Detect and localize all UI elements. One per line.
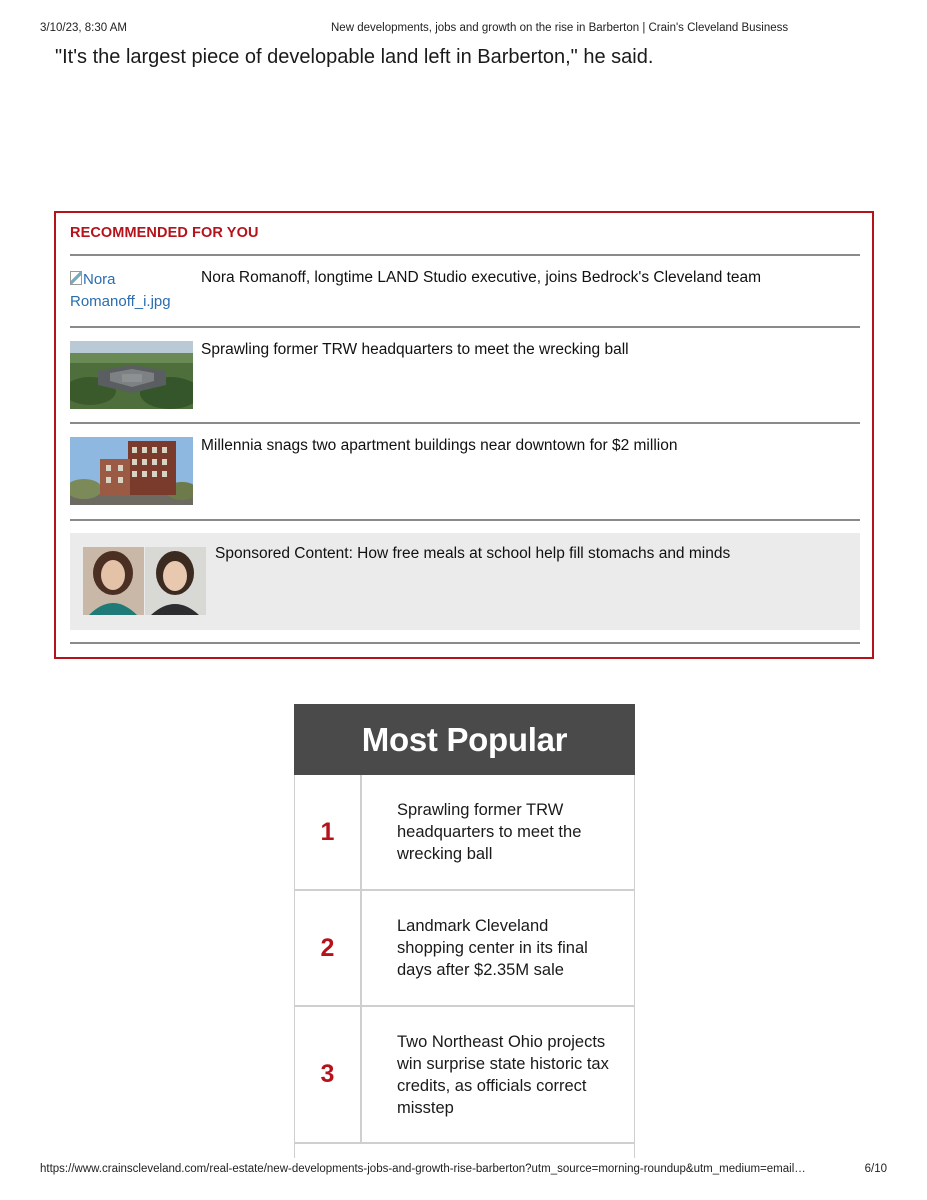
popular-rank: 2 (295, 891, 362, 1005)
recommended-item-trw-headquarters[interactable] (70, 341, 860, 409)
divider (70, 254, 860, 256)
recommended-for-you-box (54, 211, 874, 659)
broken-image-placeholder (70, 269, 193, 313)
popular-title[interactable]: Two Northeast Ohio projects win surprise state historic tax credits, as officials correct misstep (397, 1032, 609, 1117)
recommended-item-millennia-apartments[interactable] (70, 437, 860, 505)
page-number: 6/10 (864, 1163, 887, 1175)
print-header (40, 22, 887, 38)
sponsored-headline[interactable]: Sponsored Content: How free meals at school help fill stomachs and minds (215, 545, 731, 562)
print-url: https://www.crainscleveland.com/real-estate/new-developments-jobs-and-growth-rise-barberton?utm_source=morning-roundup&utm_medium=email… (40, 1163, 806, 1175)
divider (70, 422, 860, 424)
sponsored-content-item[interactable] (70, 533, 860, 630)
recommended-headline[interactable]: Nora Romanoff, longtime LAND Studio executive, joins Bedrock's Cleveland team (201, 269, 762, 286)
trw-headquarters-thumbnail (70, 341, 193, 409)
popular-rank: 1 (295, 775, 362, 889)
print-footer (40, 1163, 887, 1179)
image-alt-text: Nora Romanoff_i.jpg (70, 271, 171, 310)
popular-title[interactable]: Sprawling former TRW headquarters to meet the wrecking ball (397, 801, 582, 863)
print-page-title: New developments, jobs and growth on the rise in Barberton | Crain's Cleveland Business (331, 22, 789, 34)
recommended-headline[interactable]: Millennia snags two apartment buildings near downtown for $2 million (201, 437, 678, 454)
sponsored-thumbnail (83, 547, 206, 615)
most-popular-item[interactable] (295, 1007, 634, 1144)
broken-image-icon (70, 271, 82, 285)
most-popular-item[interactable] (295, 775, 634, 891)
most-popular-item[interactable] (295, 891, 634, 1007)
most-popular-widget (294, 704, 635, 1158)
apartment-building-thumbnail (70, 437, 193, 505)
print-date: 3/10/23, 8:30 AM (40, 22, 127, 34)
divider (70, 519, 860, 521)
popular-rank: 3 (295, 1007, 362, 1142)
most-popular-heading: Most Popular (294, 704, 635, 775)
recommended-heading: RECOMMENDED FOR YOU (70, 225, 259, 241)
divider (70, 642, 860, 644)
popular-title[interactable]: Landmark Cleveland shopping center in its final days after $2.35M sale (397, 917, 588, 979)
recommended-headline[interactable]: Sprawling former TRW headquarters to meet the wrecking ball (201, 341, 629, 358)
divider (70, 326, 860, 328)
recommended-item-nora-romanoff[interactable] (70, 269, 860, 329)
article-quote: "It's the largest piece of developable land left in Barberton," he said. (55, 46, 654, 68)
